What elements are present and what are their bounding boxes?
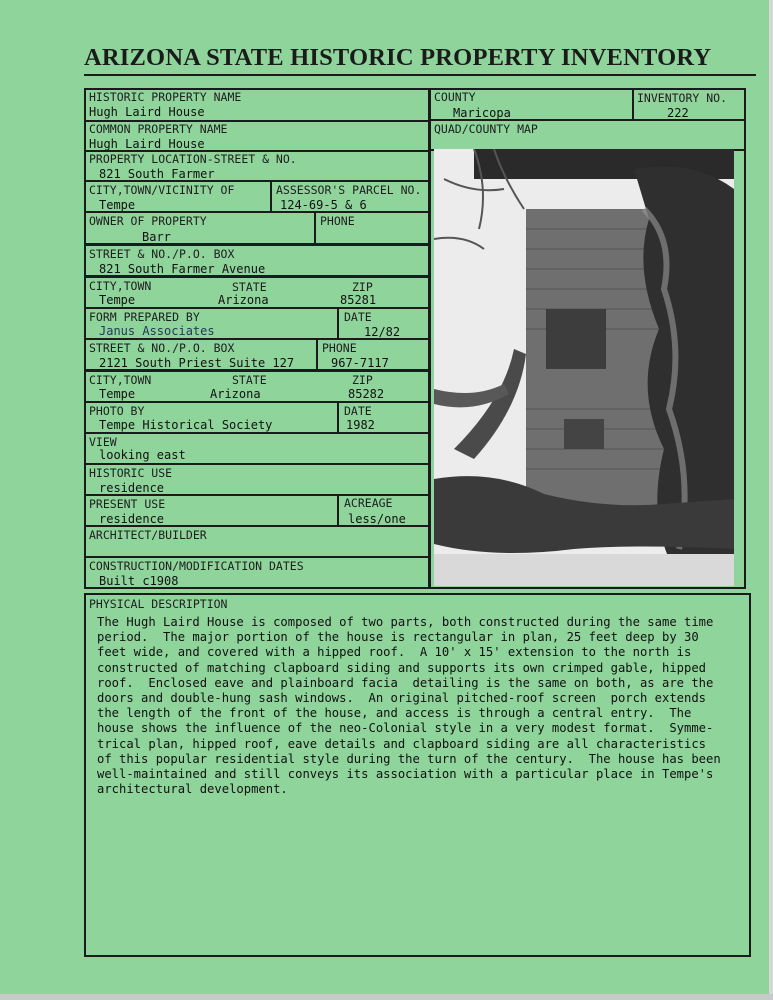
prepared-date-label: DATE [344,310,372,324]
house-photo-illustration [434,149,734,586]
owner-state-value: Arizona [218,293,269,307]
present-use-box [84,494,430,527]
owner-street-value: 821 South Farmer Avenue [99,262,266,276]
county-label: COUNTY [434,90,476,104]
location-box [84,150,430,182]
quad-map-box [429,119,746,151]
form-title: ARIZONA STATE HISTORIC PROPERTY INVENTORY [84,44,712,71]
historic-name-value: Hugh Laird House [89,105,205,119]
quad-map-label: QUAD/COUNTY MAP [434,122,538,136]
owner-phone-divider [314,213,316,245]
prep-state-label: STATE [232,373,267,387]
dates-value: Built c1908 [99,574,179,588]
owner-city-label: CITY,TOWN [89,279,152,293]
historic-use-value: residence [99,481,165,495]
common-name-box [84,120,430,152]
prepared-date-value: 12/82 [364,325,401,339]
prepared-by-label: FORM PREPARED BY [89,310,200,324]
view-label: VIEW [89,435,117,449]
prep-street-box [84,338,430,371]
prepared-by-value: Janus Associates [99,324,215,338]
acreage-divider [337,496,339,527]
photo-by-value: Tempe Historical Society [99,418,273,432]
prep-state-value: Arizona [210,387,261,401]
architect-label: ARCHITECT/BUILDER [89,528,207,542]
prep-zip-label: ZIP [352,373,373,387]
owner-state-label: STATE [232,280,267,294]
physical-description-label: PHYSICAL DESCRIPTION [89,597,228,611]
historic-name-box [84,88,430,122]
prep-city-label: CITY,TOWN [89,373,152,387]
owner-city-box [84,276,430,309]
view-box [84,432,430,465]
acreage-label: ACREAGE [344,496,393,510]
owner-zip-value: 85281 [340,293,377,307]
photo-date-value: 1982 [346,418,375,432]
historic-use-label: HISTORIC USE [89,466,173,480]
historic-use-box [84,463,430,496]
owner-street-label: STREET & NO./P.O. BOX [89,247,235,261]
prep-phone-value: 967-7117 [331,356,389,370]
prep-phone-label: PHONE [322,341,357,355]
prepared-by-box [84,307,430,340]
city-label: CITY,TOWN/VICINITY OF [89,183,235,197]
page-edge-bottom [0,994,773,1000]
inventory-no-label: INVENTORY NO. [637,91,728,105]
prep-phone-divider [316,340,318,371]
owner-label: OWNER OF PROPERTY [89,214,207,228]
dates-label: CONSTRUCTION/MODIFICATION DATES [89,559,304,573]
city-parcel-box [84,180,430,213]
prepared-date-divider [337,309,339,340]
owner-value: Barr [142,230,171,244]
prep-city-box [84,370,430,403]
acreage-value: less/one [348,512,406,526]
view-value: looking east [99,448,186,462]
photo-date-label: DATE [344,404,372,418]
property-photograph [434,149,734,586]
owner-phone-label: PHONE [320,214,355,228]
owner-street-box [84,244,430,277]
county-box [429,88,746,121]
city-value: Tempe [99,198,136,212]
county-value: Maricopa [453,106,511,120]
city-parcel-divider [270,182,272,213]
common-name-label: COMMON PROPERTY NAME [89,122,228,136]
location-label: PROPERTY LOCATION-STREET & NO. [89,152,297,166]
inventory-no-value: 222 [667,106,689,120]
physical-description-text: The Hugh Laird House is composed of two parts, both constructed during the same time period. The major portion of the house is rectangular in plan, 25 feet deep by 30 feet wide, and covered with a hipped roof. A 10' x 15' extension to the north is constructed of matching clapboard siding and supports its own crimped gable, hipped roof. Enclosed eave and plainboard facia detailing is the same on both, as are the doors and double-hung sash windows. An original pitched-roof screen porch extends the length of the front of the house, and access is through a central entry. The house shows the influence of the neo-Colonial style in a very modest format. Symme- trical plan, hipped roof, eave details and clapboard siding are all characteristics of this popular residential style during the turn of the century. The house has been well-maintained and still conveys its association with a particular place in Tempe's architectural development. [97,615,721,797]
prep-city-value: Tempe [99,387,136,401]
photo-by-box [84,401,430,434]
inventory-divider [632,90,634,121]
prep-street-label: STREET & NO./P.O. BOX [89,341,235,355]
location-value: 821 South Farmer [99,167,215,181]
parcel-value: 124-69-5 & 6 [280,198,367,212]
owner-zip-label: ZIP [352,280,373,294]
prep-zip-value: 85282 [348,387,385,401]
historic-name-label: HISTORIC PROPERTY NAME [89,90,242,104]
page-edge-right [769,0,773,1000]
owner-box [84,211,430,245]
present-use-label: PRESENT USE [89,497,166,511]
dates-box [84,556,430,589]
title-rule [84,74,756,76]
photo-by-label: PHOTO BY [89,404,145,418]
common-name-value: Hugh Laird House [89,137,205,151]
prep-street-value: 2121 South Priest Suite 127 [99,356,295,370]
parcel-label: ASSESSOR'S PARCEL NO. [276,183,422,197]
photo-date-divider [337,403,339,434]
architect-box [84,525,430,558]
present-use-value: residence [99,512,165,526]
owner-city-value: Tempe [99,293,136,307]
